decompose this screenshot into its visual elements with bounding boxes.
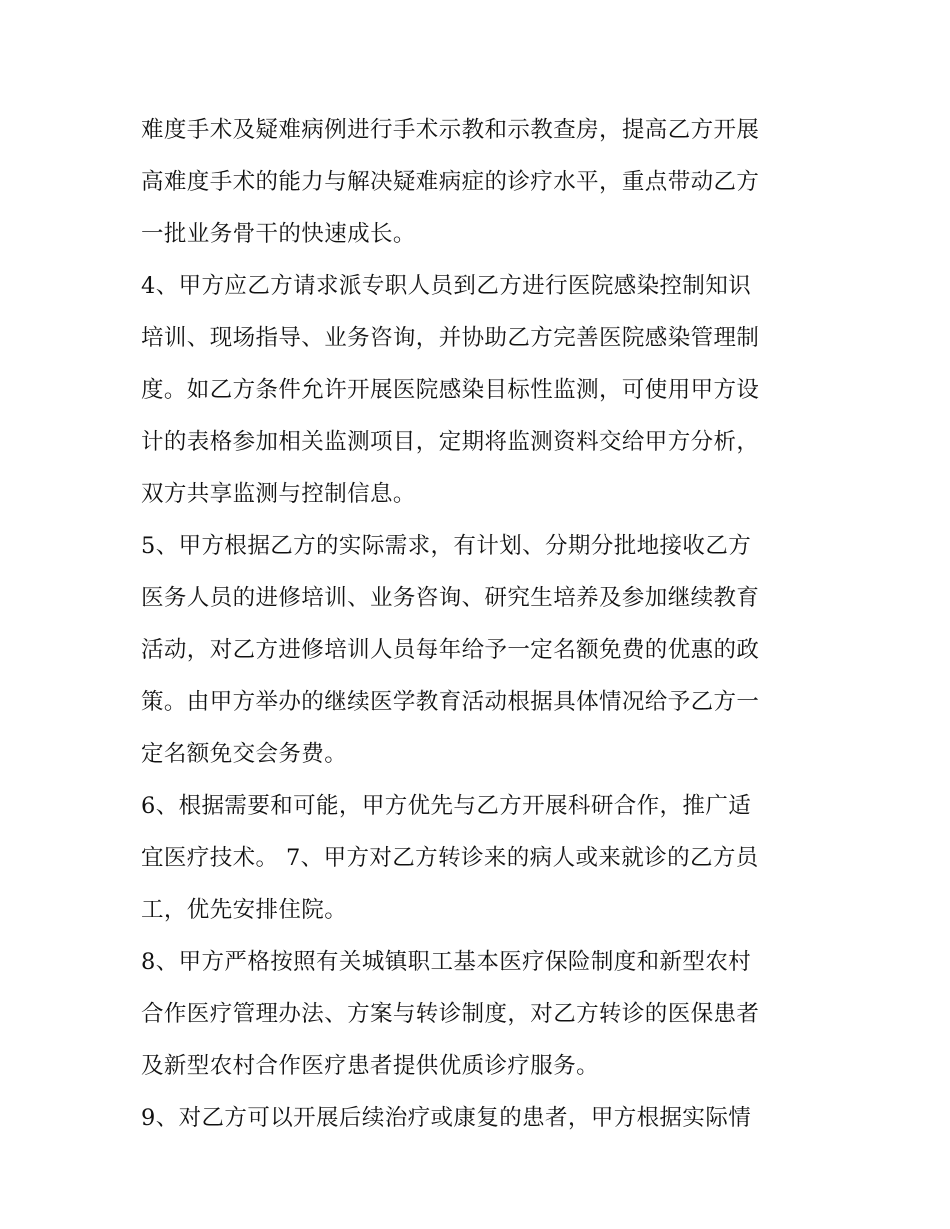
text-line: 计的表格参加相关监测项目，定期将监测资料交给甲方分析，: [141, 429, 760, 455]
text-line: 定名额免交会务费。: [141, 741, 348, 767]
text-line: 高难度手术的能力与解决疑难病症的诊疗水平，重点带动乙方: [141, 169, 760, 195]
text-line: 5、甲方根据乙方的实际需求，有计划、分期分批地接收乙方: [141, 533, 752, 559]
text-line: 双方共享监测与控制信息。: [141, 481, 416, 507]
text-line: 医务人员的进修培训、业务咨询、研究生培养及参加继续教育: [141, 585, 760, 611]
text-line: 6、根据需要和可能，甲方优先与乙方开展科研合作，推广适: [141, 793, 752, 819]
text-line: 一批业务骨干的快速成长。: [141, 221, 416, 247]
text-line: 8、甲方严格按照有关城镇职工基本医疗保险制度和新型农村: [141, 949, 752, 975]
text-line: 宜医疗技术。 7、甲方对乙方转诊来的病人或来就诊的乙方员: [141, 845, 759, 871]
text-line: 培训、现场指导、业务咨询，并协助乙方完善医院感染管理制: [141, 325, 760, 351]
text-line: 及新型农村合作医疗患者提供优质诊疗服务。: [141, 1053, 600, 1079]
text-line: 工，优先安排住院。: [141, 897, 348, 923]
text-line: 难度手术及疑难病例进行手术示教和示教查房，提高乙方开展: [141, 117, 760, 143]
text-line: 4、甲方应乙方请求派专职人员到乙方进行医院感染控制知识: [141, 273, 752, 299]
text-line: 9、对乙方可以开展后续治疗或康复的患者，甲方根据实际情: [141, 1105, 752, 1131]
text-line: 策。由甲方举办的继续医学教育活动根据具体情况给予乙方一: [141, 689, 760, 715]
text-line: 合作医疗管理办法、方案与转诊制度，对乙方转诊的医保患者: [141, 1001, 760, 1027]
text-line: 活动，对乙方进修培训人员每年给予一定名额免费的优惠的政: [141, 637, 760, 663]
text-line: 度。如乙方条件允许开展医院感染目标性监测，可使用甲方设: [141, 377, 760, 403]
